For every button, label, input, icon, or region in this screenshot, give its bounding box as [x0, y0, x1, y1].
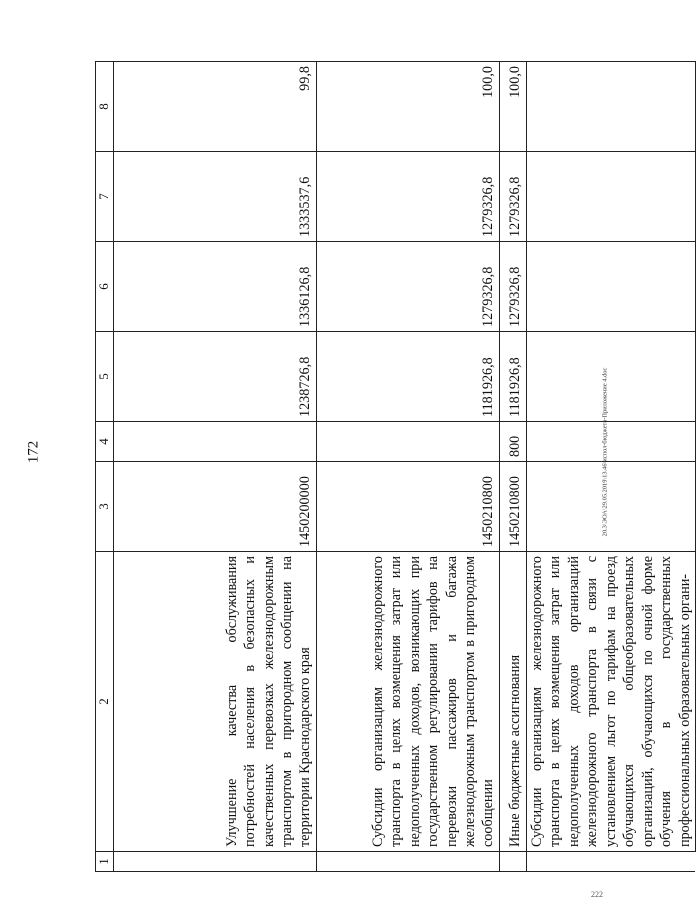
- cell-percent: 99,8: [113, 62, 316, 152]
- cell-number: [316, 852, 499, 872]
- cell-value-7: 1279326,8: [499, 152, 526, 242]
- cell-percent: [526, 62, 695, 152]
- cell-description: Субсидии организациям железнодорожного транспорта в целях возмещения затрат или недополученных доходов, возникающих при государственном регулировании тарифов на перевозки пассажиров и багажа железнодорожным транспортом в пригородном сообщении: [316, 552, 499, 852]
- cell-number: [499, 852, 526, 872]
- table-row: [113, 62, 316, 872]
- header-col-2: 2: [96, 552, 114, 852]
- footer-file-path: 20.3\ЭОА\29.05.2019\13.46\испол-бюджета-Приложение 4.doc: [601, 367, 609, 537]
- cell-code: 1450200000: [113, 462, 316, 552]
- cell-value-5: 1181926,8: [499, 332, 526, 422]
- cell-value-7: [526, 152, 695, 242]
- cell-value-7: 1333537,6: [113, 152, 316, 242]
- cell-value-5: [526, 332, 695, 422]
- cell-percent: 100,0: [499, 62, 526, 152]
- header-col-8: 8: [96, 62, 114, 152]
- table-row: [499, 62, 526, 872]
- header-col-1: 1: [96, 852, 114, 872]
- table-header-row: [96, 62, 114, 872]
- cell-type: 800: [499, 422, 526, 462]
- cell-code: 1450210800: [499, 462, 526, 552]
- cell-type: [316, 422, 499, 462]
- cell-value-6: 1279326,8: [316, 242, 499, 332]
- cell-code: 1450210800: [316, 462, 499, 552]
- cell-value-6: 1336126,8: [113, 242, 316, 332]
- cell-type: [113, 422, 316, 462]
- cell-value-5: 1238726,8: [113, 332, 316, 422]
- cell-percent: 100,0: [316, 62, 499, 152]
- page-number: 172: [25, 440, 42, 464]
- header-col-4: 4: [96, 422, 114, 462]
- header-col-5: 5: [96, 332, 114, 422]
- cell-type: [526, 422, 695, 462]
- cell-description: Субсидии организациям железнодорожного транспорта в целях возмещения затрат или недополученных доходов организаций железнодорожного транспорта в связи с установлением льгот по тарифам на проезд обучающихся общеобразовательных организаций, обучающихся по очной форме обучения в государственных профессиональных образовательных органи-: [526, 552, 695, 852]
- corner-page-mark: 222: [591, 890, 603, 899]
- cell-description: Улучшение качества обслуживания потребностей населения в безопасных и качественных перевозках железнодорожным транспортом в пригородном сообщении на территории Краснодарского края: [113, 552, 316, 852]
- cell-code: [526, 462, 695, 552]
- cell-description: Иные бюджетные ассигнования: [499, 552, 526, 852]
- cell-number: [113, 852, 316, 872]
- header-col-6: 6: [96, 242, 114, 332]
- table-row: [526, 62, 695, 872]
- header-col-3: 3: [96, 462, 114, 552]
- cell-value-7: 1279326,8: [316, 152, 499, 242]
- table-row: [316, 62, 499, 872]
- cell-number: [526, 852, 695, 872]
- header-col-7: 7: [96, 152, 114, 242]
- cell-value-5: 1181926,8: [316, 332, 499, 422]
- cell-value-6: 1279326,8: [499, 242, 526, 332]
- cell-value-6: [526, 242, 695, 332]
